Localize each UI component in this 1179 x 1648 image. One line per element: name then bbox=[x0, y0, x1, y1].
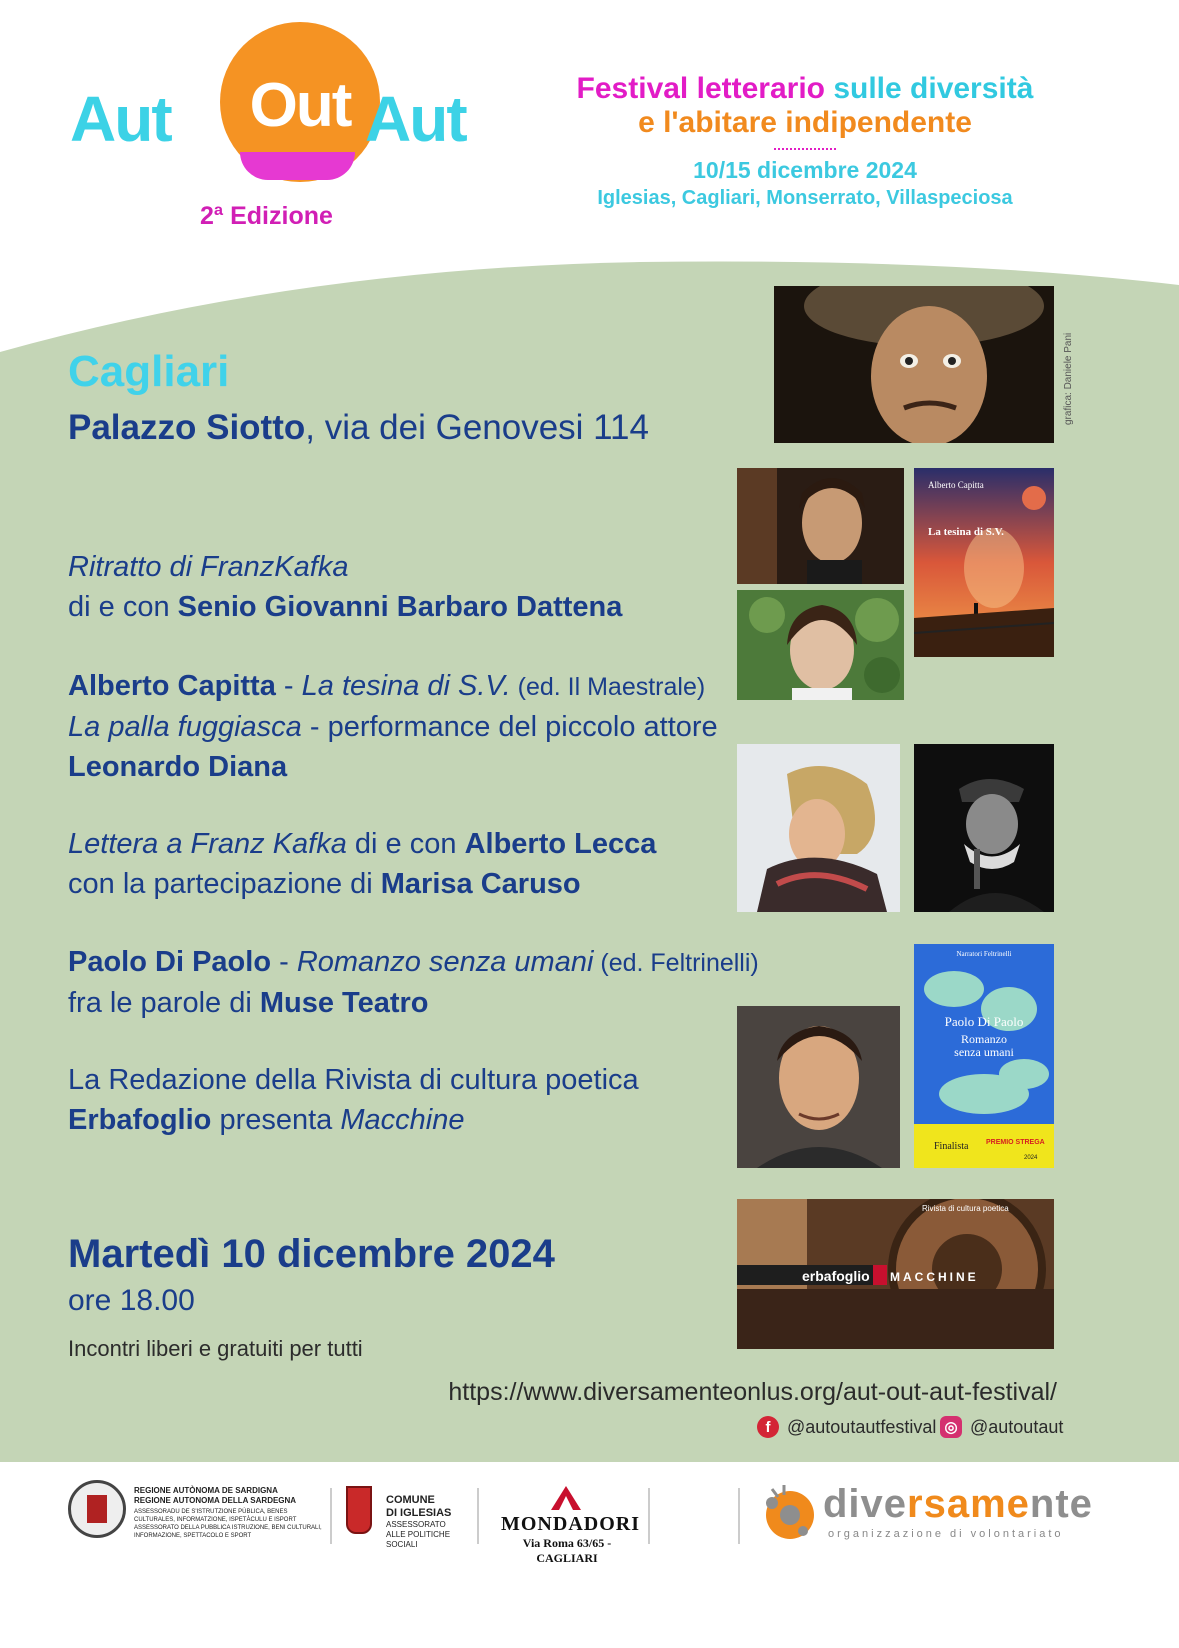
city-title: Cagliari bbox=[68, 347, 230, 396]
mondadori-name: MONDADORI bbox=[501, 1513, 640, 1535]
diversamente-name bbox=[823, 1482, 1093, 1527]
festival-logo bbox=[70, 22, 480, 242]
mondadori-logo bbox=[501, 1513, 640, 1566]
book-cover-romanzo-senza-umani bbox=[914, 944, 1054, 1168]
diversamente-ladybug-icon bbox=[758, 1481, 818, 1541]
footer-separator bbox=[738, 1488, 740, 1544]
cover-author: Alberto Capitta bbox=[928, 480, 984, 490]
portrait-image bbox=[914, 744, 1054, 912]
region-line1: REGIONE AUTÒNOMA DE SARDIGNA bbox=[134, 1486, 278, 1495]
event-title: Macchine bbox=[340, 1104, 465, 1136]
tagline-line1 bbox=[545, 72, 1065, 106]
book-cover-image bbox=[914, 468, 1054, 657]
mondadori-address: Via Roma 63/65 - CAGLIARI bbox=[522, 1536, 612, 1565]
magazine-subtitle: Rivista di cultura poetica bbox=[922, 1204, 1009, 1213]
portrait-image bbox=[737, 590, 904, 700]
logo-text-center: Out bbox=[249, 71, 351, 140]
book-title: Romanzo senza umani bbox=[296, 946, 594, 978]
portrait-image bbox=[774, 286, 1054, 443]
event-prefix: presenta bbox=[211, 1104, 341, 1136]
instagram-link[interactable] bbox=[940, 1414, 1063, 1440]
event-erbafoglio bbox=[68, 1060, 639, 1140]
cover-title: La tesina di S.V. bbox=[928, 526, 1004, 538]
venue bbox=[68, 408, 649, 448]
festival-dates: 10/15 dicembre 2024 bbox=[693, 157, 917, 183]
region-seal-icon bbox=[68, 1480, 126, 1538]
divider-dots bbox=[774, 148, 836, 150]
photo-senio-dattena bbox=[737, 468, 904, 584]
photo-actor-portrait bbox=[774, 286, 1054, 443]
free-entry-note: Incontri liberi e gratuiti per tutti bbox=[68, 1336, 363, 1361]
event-author: Paolo Di Paolo bbox=[68, 946, 272, 978]
instagram-icon: ◎ bbox=[940, 1416, 962, 1438]
comune-iglesias-logo bbox=[386, 1494, 466, 1550]
event-prefix: fra le parole di bbox=[68, 987, 260, 1019]
dv-part2: rsame bbox=[907, 1482, 1030, 1526]
event-date: Martedì 10 dicembre 2024 bbox=[68, 1232, 555, 1276]
separator: - bbox=[271, 946, 297, 978]
logo-text-right: Aut bbox=[365, 83, 466, 155]
event-line1: La Redazione della Rivista di cultura poetica bbox=[68, 1064, 639, 1096]
book-title: La tesina di S.V. bbox=[301, 670, 511, 702]
comune-line1: COMUNE bbox=[386, 1494, 435, 1506]
cover-author: Paolo Di Paolo bbox=[944, 1014, 1024, 1029]
cover-title-2: senza umani bbox=[954, 1045, 1014, 1059]
magazine-theme: MACCHINE bbox=[890, 1270, 979, 1284]
event-dipaolo bbox=[68, 942, 759, 1023]
group-name: Muse Teatro bbox=[259, 987, 429, 1019]
portrait-image bbox=[737, 468, 904, 584]
tagline-part1: Festival letterario bbox=[576, 72, 825, 105]
event-author: Alberto Capitta bbox=[68, 670, 276, 702]
separator: - bbox=[275, 670, 302, 702]
actor-name: Leonardo Diana bbox=[68, 751, 288, 783]
region-line2: REGIONE AUTONOMA DELLA SARDEGNA bbox=[134, 1496, 297, 1505]
region-sardegna-logo bbox=[134, 1486, 324, 1540]
event-kafka-portrait bbox=[68, 547, 622, 627]
event-prefix: di e con bbox=[346, 828, 465, 860]
event-title: Ritratto di FranzKafka bbox=[68, 551, 349, 583]
show-description: - performance del piccolo attore bbox=[301, 711, 718, 743]
photo-alberto-lecca bbox=[914, 744, 1054, 912]
event-prefix: di e con bbox=[68, 591, 178, 623]
guest-name: Marisa Caruso bbox=[380, 868, 581, 900]
publisher: (ed. Il Maestrale) bbox=[510, 673, 706, 701]
event-author: Senio Giovanni Barbaro Dattena bbox=[177, 591, 623, 623]
magazine-name: erbafoglio bbox=[802, 1268, 870, 1284]
photo-leonardo-diana bbox=[737, 590, 904, 700]
footer-separator bbox=[477, 1488, 479, 1544]
mondadori-mark-icon bbox=[551, 1486, 581, 1510]
region-line4: ASSESSORATO DELLA PUBBLICA ISTRUZIONE, BENI CULTURALI, INFORMAZIONE, SPETTACOLO E SPORT bbox=[134, 1525, 322, 1539]
festival-tagline bbox=[545, 72, 1065, 212]
facebook-icon: f bbox=[757, 1416, 779, 1438]
dv-part3: nte bbox=[1029, 1482, 1093, 1526]
book-cover-image bbox=[914, 944, 1054, 1168]
dv-part1: dive bbox=[823, 1482, 908, 1526]
edition-label: 2ª Edizione bbox=[200, 202, 333, 230]
instagram-handle: @autoutaut bbox=[970, 1416, 1064, 1437]
graphic-credit: grafica: Daniele Pani bbox=[1063, 332, 1074, 425]
tagline-line2: e l'abitare indipendente bbox=[638, 106, 972, 139]
photo-paolo-di-paolo bbox=[737, 1006, 900, 1168]
photo-marisa-caruso bbox=[737, 744, 900, 912]
event-capitta bbox=[68, 666, 718, 787]
portrait-image bbox=[737, 744, 900, 912]
facebook-link[interactable] bbox=[757, 1414, 936, 1440]
cover-finalist: Finalista bbox=[934, 1141, 969, 1152]
venue-name: Palazzo Siotto bbox=[68, 408, 306, 447]
footer-separator bbox=[330, 1488, 332, 1544]
show-title: La palla fuggiasca bbox=[68, 711, 302, 743]
cover-prize-year: 2024 bbox=[1024, 1155, 1038, 1161]
magazine-cover-image bbox=[737, 1199, 1054, 1349]
publisher: (ed. Feltrinelli) bbox=[593, 949, 759, 977]
venue-address: , via dei Genovesi 114 bbox=[305, 408, 649, 447]
footer-separator bbox=[648, 1488, 650, 1544]
logo-smile bbox=[240, 152, 355, 180]
event-prefix: con la partecipazione di bbox=[68, 868, 381, 900]
comune-line2: DI IGLESIAS bbox=[386, 1507, 452, 1519]
diversamente-subtitle: organizzazione di volontariato bbox=[828, 1528, 1064, 1540]
comune-line3: ASSESSORATO ALLE POLITICHE SOCIALI bbox=[386, 1520, 451, 1549]
festival-url[interactable]: https://www.diversamenteonlus.org/aut-out-aut-festival/ bbox=[448, 1378, 1057, 1406]
region-line3: ASSESSORADU DE S'ISTRUTZIONE PÙBLICA, BENES CULTURALES, INFORMATZIONE, ISPETÀCULU E ISPORT bbox=[134, 1509, 297, 1523]
book-cover-la-tesina bbox=[914, 468, 1054, 657]
event-time: ore 18.00 bbox=[68, 1284, 195, 1317]
event-title: Lettera a Franz Kafka bbox=[68, 828, 347, 860]
tagline-part2: sulle diversità bbox=[833, 72, 1034, 105]
magazine-name: Erbafoglio bbox=[68, 1104, 212, 1136]
logo-text-left: Aut bbox=[70, 83, 171, 155]
portrait-image bbox=[737, 1006, 900, 1168]
cover-title-1: Romanzo bbox=[961, 1032, 1007, 1046]
iglesias-crest-icon bbox=[346, 1486, 372, 1534]
cover-prize: PREMIO STREGA bbox=[986, 1139, 1045, 1146]
magazine-cover-erbafoglio bbox=[737, 1199, 1054, 1349]
facebook-handle: @autoutautfestival bbox=[787, 1416, 937, 1437]
event-lecca bbox=[68, 824, 656, 904]
cover-series: Narratori Feltrinelli bbox=[956, 950, 1012, 958]
festival-cities: Iglesias, Cagliari, Monserrato, Villaspeciosa bbox=[597, 187, 1013, 209]
event-author: Alberto Lecca bbox=[464, 828, 657, 860]
